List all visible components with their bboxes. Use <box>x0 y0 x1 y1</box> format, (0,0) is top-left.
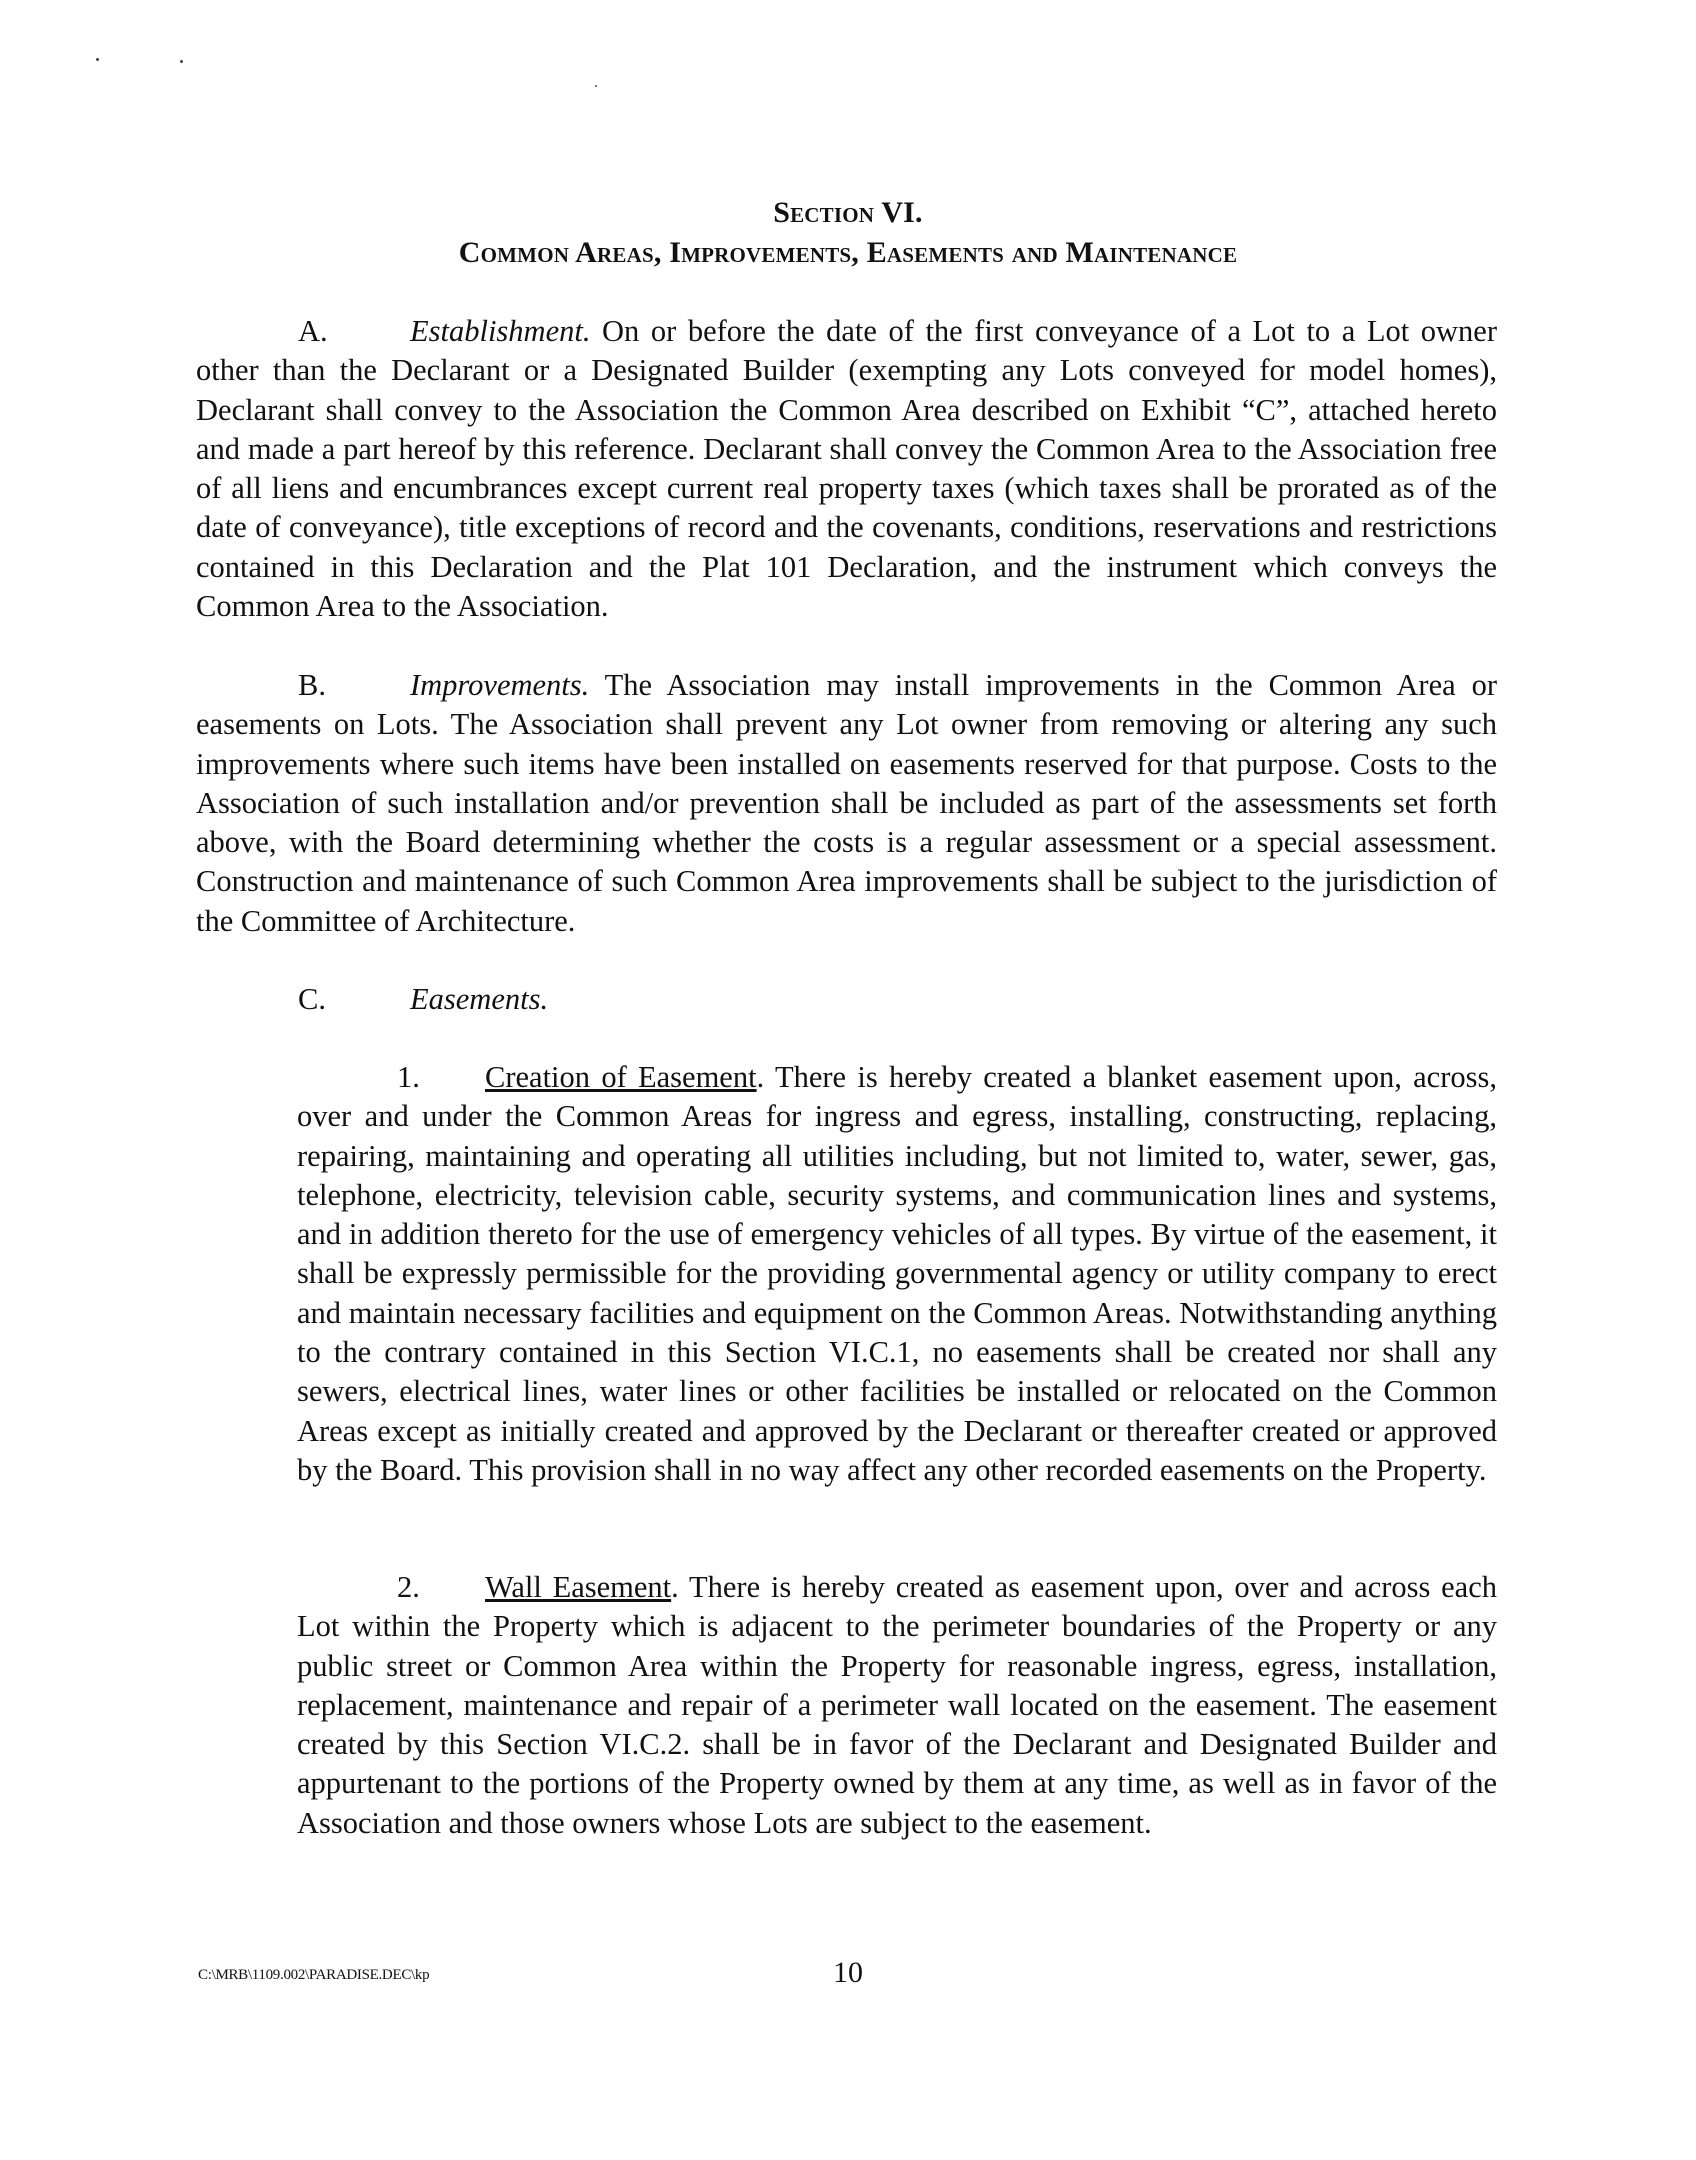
paragraph-a-text: On or before the date of the first conveyance of a Lot to a Lot owner other than the Declarant or a Designated Builder (exempting any Lots conveyed for model homes), Declarant shall convey to the Association the Common Area described on Exhibit “C”, attached hereto and made a part hereof by this reference. Declarant shall convey the Common Area to the Association free of all liens and encumbrances except current real property taxes (which taxes shall be prorated as of the date of conveyance), title exceptions of record and the covenants, conditions, reservations and restrictions contained in this Declaration and the Plat 101 Declaration, and the instrument which conveys the Common Area to the Association. <box>196 314 1497 624</box>
paragraph-b-letter: B. <box>298 668 326 702</box>
footer-file-path: C:\MRB\1109.002\PARADISE.DEC\kp <box>198 1967 430 1983</box>
easement-item-1-number: 1. <box>397 1060 420 1094</box>
easement-item-2-title: Wall Easement <box>485 1570 672 1604</box>
scan-speck <box>180 60 183 63</box>
paragraph-a-letter: A. <box>298 314 328 348</box>
section-number: Section VI. <box>773 196 923 229</box>
easement-item-2-number: 2. <box>397 1570 420 1604</box>
paragraph-a-lead: Establishment. <box>410 314 591 348</box>
paragraph-c <box>196 980 1497 1019</box>
easement-item-1-title: Creation of Easement <box>485 1060 757 1094</box>
easement-item-1 <box>297 1058 1497 1490</box>
paragraph-a <box>196 312 1497 626</box>
paragraph-c-lead: Easements. <box>410 982 549 1016</box>
paragraph-c-letter: C. <box>298 982 326 1016</box>
paragraph-b-text: The Association may install improvements in the Common Area or easements on Lots. The Association shall prevent any Lot owner from removing or altering any such improvements where such items have been installed on easements reserved for that purpose. Costs to the Association of such installation and/or prevention shall be included as part of the assessments set forth above, with the Board determining whether the costs is a regular assessment or a special assessment. Construction and maintenance of such Common Area improvements shall be subject to the jurisdiction of the Committee of Architecture. <box>196 668 1497 938</box>
easement-item-2 <box>297 1568 1497 1843</box>
scan-speck <box>595 85 597 87</box>
section-title: Common Areas, Improvements, Easements and Maintenance <box>458 236 1238 269</box>
easement-item-2-text: . There is hereby created as easement upon, over and across each Lot within the Property which is adjacent to the perimeter boundaries of the Property or any public street or Common Area within the Property for reasonable ingress, egress, installation, replacement, maintenance and repair of a perimeter wall located on the easement. The easement created by this Section VI.C.2. shall be in favor of the Declarant and Designated Builder and appurtenant to the portions of the Property owned by them at any time, as well as in favor of the Association and those owners whose Lots are subject to the easement. <box>297 1570 1498 1840</box>
paragraph-b <box>196 666 1497 941</box>
page-number: 10 <box>833 1956 863 1989</box>
scan-speck <box>96 58 99 61</box>
easement-item-1-text: . There is hereby created a blanket easement upon, across, over and under the Common Areas for ingress and egress, installing, constructing, replacing, repairing, maintaining and operating all utilities including, but not limited to, water, sewer, gas, telephone, electricity, television cable, security systems, and communication lines and systems, and in addition thereto for the use of emergency vehicles of all types. By virtue of the easement, it shall be expressly permissible for the providing governmental agency or utility company to erect and maintain necessary facilities and equipment on the Common Areas. Notwithstanding anything to the contrary contained in this Section VI.C.1, no easements shall be created nor shall any sewers, electrical lines, water lines or other facilities be installed or relocated on the Common Areas except as initially created and approved by the Declarant or thereafter created or approved by the Board. This provision shall in no way affect any other recorded easements on the Property. <box>297 1060 1497 1487</box>
paragraph-b-lead: Improvements. <box>410 668 590 702</box>
